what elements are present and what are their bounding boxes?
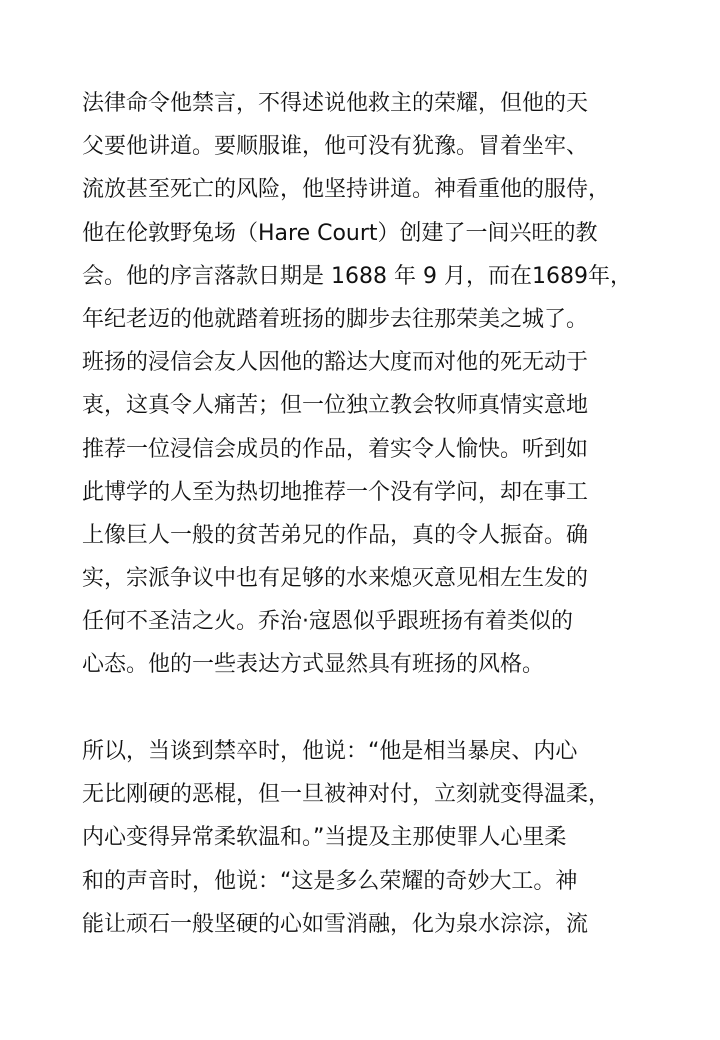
paragraph-1	[82, 82, 662, 687]
text-line: 推荐一位浸信会成员的作品，着实令人愉快。听到如	[82, 436, 589, 462]
paragraph-2	[82, 730, 662, 946]
text-line: 内心变得异常柔软温和。”当提及主那使罪人心里柔	[82, 825, 567, 851]
text-line: 法律命令他禁言，不得述说他救主的荣耀，但他的天	[82, 91, 589, 116]
text-line: 所以，当谈到禁卒时，他说：“他是相当暴戾、内心	[82, 739, 578, 764]
text-line: 能让顽石一般坚硬的心如雪消融，化为泉水淙淙，流	[82, 911, 589, 937]
text-line: 此博学的人至为热切地推荐一个没有学问，却在事工	[82, 479, 589, 505]
text-line: 上像巨人一般的贫苦弟兄的作品，真的令人振奋。确	[82, 522, 589, 548]
text-line: 班扬的浸信会友人因他的豁达大度而对他的死无动于	[82, 350, 589, 376]
text-line: 衷，这真令人痛苦；但一位独立教会牧师真情实意地	[82, 393, 589, 419]
text-line: 实，宗派争议中也有足够的水来熄灭意见相左生发的	[82, 566, 589, 592]
text-line: 会。他的序言落款日期是 1688 年 9 月，而在1689年，	[82, 263, 632, 289]
text-line: 年纪老迈的他就踏着班扬的脚步去往那荣美之城了。	[82, 306, 589, 332]
text-line: 和的声音时，他说：“这是多么荣耀的奇妙大工。神	[82, 868, 578, 894]
text-line: 任何不圣洁之火。乔治·寇恩似乎跟班扬有着类似的	[82, 609, 573, 635]
text-line: 无比刚硬的恶棍，但一旦被神对付，立刻就变得温柔，	[82, 782, 611, 808]
text-line: 他在伦敦野兔场（Hare Court）创建了一间兴旺的教	[82, 220, 598, 246]
text-line: 心态。他的一些表达方式显然具有班扬的风格。	[82, 652, 545, 678]
text-line: 流放甚至死亡的风险，他坚持讲道。神看重他的服侍，	[82, 177, 611, 203]
text-line: 父要他讲道。要顺服谁，他可没有犹豫。冒着坐牢、	[82, 134, 589, 160]
